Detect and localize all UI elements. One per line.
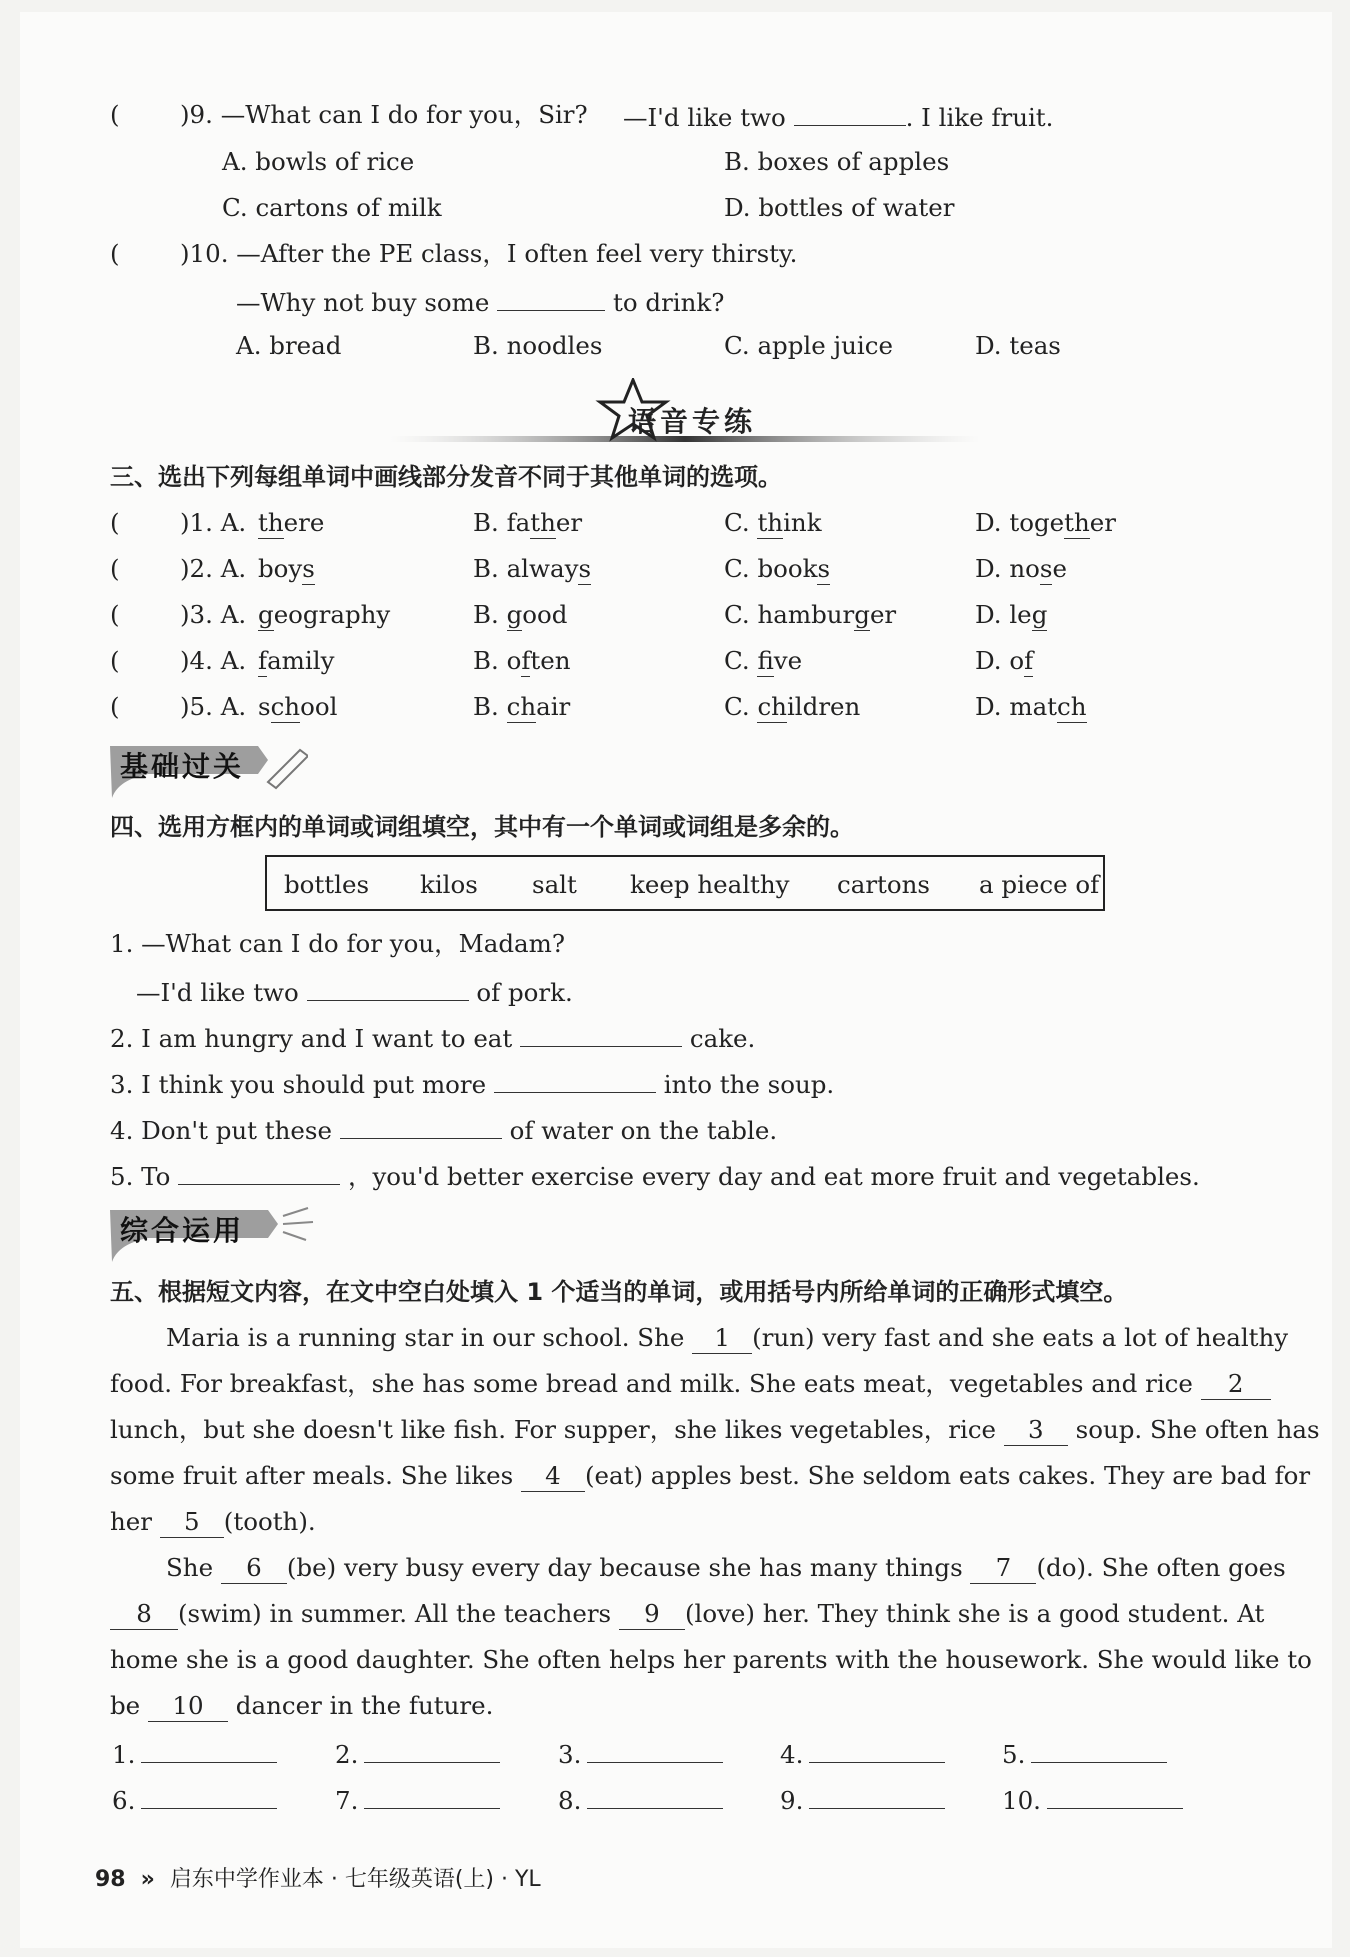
s4-blank-4[interactable] (340, 1116, 502, 1139)
q9-option-c[interactable]: C. cartons of milk (222, 193, 442, 222)
sparkle-icon (283, 1208, 313, 1240)
answer-line-10 (1002, 1786, 1183, 1814)
page-footer (95, 1862, 541, 1893)
answer-blank[interactable] (1031, 1740, 1167, 1763)
q10-option-d[interactable]: D. teas (975, 331, 1061, 360)
passage-line-6: She 6 (be) very busy every day because she has many things 7 (do). She often goes (166, 1553, 1286, 1582)
phonics-question-number: )5. A. (180, 692, 247, 721)
answer-blank[interactable] (364, 1786, 500, 1809)
section3-title: 三、选出下列每组单词中画线部分发音不同于其他单词的选项。 (110, 463, 782, 491)
answer-line-7 (335, 1786, 500, 1814)
answer-line-6 (112, 1786, 277, 1814)
passage-blank-7[interactable]: 7 (970, 1556, 1036, 1584)
passage-line-8: home she is a good daughter. She often helps her parents with the housework. She would like to (110, 1645, 1312, 1674)
s4-item-3: 3. I think you should put more into the soup. (110, 1070, 835, 1099)
s4-item-4: 4. Don't put these of water on the table. (110, 1116, 778, 1145)
answer-line-8 (558, 1786, 723, 1814)
answer-paren: ( (110, 554, 120, 583)
word-bank-item: a piece of (979, 870, 1100, 899)
phonics-option-a[interactable]: boys (258, 554, 315, 583)
answer-blank[interactable] (364, 1740, 500, 1763)
basic-banner (108, 742, 308, 800)
book-title: 启东中学作业本 · 七年级英语(上) · YL (169, 1867, 541, 1892)
underlined-letters: ch (1057, 692, 1087, 721)
q9-option-a[interactable]: A. bowls of rice (222, 147, 415, 176)
passage-blank-4[interactable]: 4 (521, 1464, 585, 1492)
answer-blank[interactable] (141, 1740, 277, 1763)
phonics-option-b[interactable]: B. chair (473, 692, 571, 721)
q9-reply: —I'd like two . I like fruit. (623, 103, 1054, 132)
answer-blank[interactable] (141, 1786, 277, 1809)
answer-label: 2. (335, 1740, 359, 1769)
comp-banner-title: 综合运用 (120, 1214, 245, 1247)
underlined-letters: s (302, 554, 315, 583)
pencil-icon (268, 750, 308, 788)
phonics-banner (390, 378, 980, 448)
passage-blank-5[interactable]: 5 (160, 1510, 224, 1538)
passage-line-5: her 5 (tooth). (110, 1507, 316, 1536)
q9-option-b[interactable]: B. boxes of apples (724, 147, 950, 176)
answer-paren: ( (110, 100, 120, 129)
answer-paren: ( (110, 239, 120, 268)
underlined-letters: th (757, 508, 784, 537)
answer-paren: ( (110, 646, 120, 675)
word-bank-item: salt (532, 870, 577, 899)
word-bank-item: kilos (420, 870, 478, 899)
underlined-letters: th (530, 508, 556, 537)
s4-item-5: 5. To ，you'd better exercise every day and eat more fruit and vegetables. (110, 1162, 1200, 1191)
s4-blank-2[interactable] (520, 1024, 682, 1047)
answer-paren: ( (110, 508, 120, 537)
phonics-option-a[interactable]: geography (258, 600, 391, 629)
answer-paren: ( (110, 600, 120, 629)
phonics-option-d[interactable]: D. leg (975, 600, 1048, 629)
phonics-option-d[interactable]: D. of (975, 646, 1034, 675)
passage-line-1: Maria is a running star in our school. She 1 (run) very fast and she eats a lot of healthy (166, 1323, 1289, 1352)
answer-line-4 (780, 1740, 945, 1768)
phonics-question-number: )3. A. (180, 600, 247, 629)
passage-line-3: lunch，but she doesn't like fish. For supper，she likes vegetables，rice 3 soup. She often has (110, 1415, 1320, 1444)
underlined-letters: f (1024, 646, 1034, 675)
s4-blank-1[interactable] (307, 978, 469, 1001)
phonics-option-c[interactable]: C. five (724, 646, 803, 675)
q10-reply: —Why not buy some to drink? (236, 288, 725, 317)
basic-banner-title: 基础过关 (120, 750, 245, 783)
q10-option-b[interactable]: B. noodles (473, 331, 603, 360)
answer-blank[interactable] (809, 1740, 945, 1763)
underlined-letters: ch (270, 692, 301, 721)
word-bank-item: bottles (284, 870, 370, 899)
phonics-option-d[interactable]: D. match (975, 692, 1087, 721)
answer-blank[interactable] (1047, 1786, 1183, 1809)
answer-label: 1. (112, 1740, 136, 1769)
underlined-letters: g (506, 600, 523, 629)
s4-item-2: 2. I am hungry and I want to eat cake. (110, 1024, 756, 1053)
chevron-right-icon: » (140, 1867, 155, 1892)
q10-stem: )10. —After the PE class，I often feel very thirsty. (180, 239, 798, 268)
answer-label: 3. (558, 1740, 582, 1769)
s4-blank-3[interactable] (494, 1070, 656, 1093)
underlined-letters: f (521, 646, 531, 675)
passage-blank-10[interactable]: 10 (148, 1694, 228, 1722)
answer-label: 5. (1002, 1740, 1026, 1769)
underlined-letters: th (1064, 508, 1090, 537)
s4-blank-5[interactable] (178, 1162, 340, 1185)
underlined-letters: ch (757, 692, 787, 721)
answer-line-5 (1002, 1740, 1167, 1768)
answer-label: 4. (780, 1740, 804, 1769)
answer-blank[interactable] (587, 1740, 723, 1763)
q10-option-a[interactable]: A. bread (236, 331, 342, 360)
phonics-option-d[interactable]: D. nose (975, 554, 1067, 583)
phonics-option-c[interactable]: C. children (724, 692, 861, 721)
word-bank-box (265, 855, 1105, 911)
underlined-letters: s (817, 554, 831, 583)
answer-label: 9. (780, 1786, 804, 1815)
q10-option-c[interactable]: C. apple juice (724, 331, 893, 360)
answer-line-1 (112, 1740, 277, 1768)
phonics-option-b[interactable]: B. always (473, 554, 592, 583)
answer-paren: ( (110, 692, 120, 721)
phonics-question-number: )2. A. (180, 554, 247, 583)
passage-blank-3[interactable]: 3 (1004, 1418, 1068, 1446)
phonics-option-a[interactable]: school (258, 692, 338, 721)
answer-line-9 (780, 1786, 945, 1814)
q9-stem: )9. —What can I do for you，Sir? (180, 100, 588, 129)
underlined-letters: ch (506, 692, 537, 721)
answer-label: 7. (335, 1786, 359, 1815)
underlined-letters: th (258, 508, 284, 537)
answer-label: 8. (558, 1786, 582, 1815)
passage-line-9: be 10 dancer in the future. (110, 1691, 494, 1720)
word-bank-item: keep healthy (630, 870, 790, 899)
phonics-question-number: )4. A. (180, 646, 247, 675)
comp-banner (108, 1206, 318, 1264)
passage-blank-8[interactable]: 8 (110, 1602, 178, 1630)
word-bank-item: cartons (837, 870, 930, 899)
phonics-question-number: )1. A. (180, 508, 247, 537)
underlined-letters: s (1039, 554, 1053, 583)
passage-line-7: 8 (swim) in summer. All the teachers 9 (love) her. They think she is a good student. At (110, 1602, 1264, 1630)
passage-blank-2[interactable]: 2 (1201, 1372, 1271, 1400)
phonics-option-c[interactable]: C. hamburger (724, 600, 897, 629)
phonics-option-c[interactable]: C. think (724, 508, 822, 537)
section5-title: 五、根据短文内容，在文中空白处填入 1 个适当的单词，或用括号内所给单词的正确形式填空。 (110, 1278, 1128, 1306)
underlined-letters: s (578, 554, 592, 583)
passage-line-2: food. For breakfast，she has some bread and milk. She eats meat，vegetables and rice 2 (110, 1372, 1271, 1400)
answer-label: 10. (1002, 1786, 1041, 1815)
passage-line-4: some fruit after meals. She likes 4 (eat) apples best. She seldom eats cakes. They are bad for (110, 1461, 1311, 1490)
q9-blank[interactable] (794, 103, 906, 126)
phonics-option-b[interactable]: B. good (473, 600, 568, 629)
passage-blank-1[interactable]: 1 (692, 1326, 752, 1354)
underlined-letters: g (1031, 600, 1048, 629)
passage-blank-6[interactable]: 6 (221, 1556, 287, 1584)
underlined-letters: g (854, 600, 870, 629)
underlined-letters: f (258, 646, 268, 675)
phonics-option-d[interactable]: D. together (975, 508, 1116, 537)
phonics-option-a[interactable]: family (258, 646, 335, 675)
answer-blank[interactable] (809, 1786, 945, 1809)
answer-line-3 (558, 1740, 723, 1768)
q10-blank[interactable] (497, 288, 605, 311)
answer-line-2 (335, 1740, 500, 1768)
answer-blank[interactable] (587, 1786, 723, 1809)
s4-item-1: 1. —What can I do for you，Madam? (110, 929, 565, 958)
underlined-letters: g (258, 600, 274, 629)
section4-title: 四、选用方框内的单词或词组填空，其中有一个单词或词组是多余的。 (110, 813, 854, 841)
phonics-banner-title: 语音专练 (628, 405, 757, 438)
page-number: 98 (95, 1867, 126, 1892)
phonics-option-b[interactable]: B. father (473, 508, 583, 537)
passage-blank-9[interactable]: 9 (619, 1602, 685, 1630)
phonics-option-c[interactable]: C. books (724, 554, 831, 583)
underlined-letters: f (757, 646, 774, 675)
phonics-option-a[interactable]: there (258, 508, 325, 537)
answer-label: 6. (112, 1786, 136, 1815)
q9-option-d[interactable]: D. bottles of water (724, 193, 955, 222)
phonics-option-b[interactable]: B. often (473, 646, 571, 675)
s4-item-1b: —I'd like two of pork. (136, 978, 573, 1007)
